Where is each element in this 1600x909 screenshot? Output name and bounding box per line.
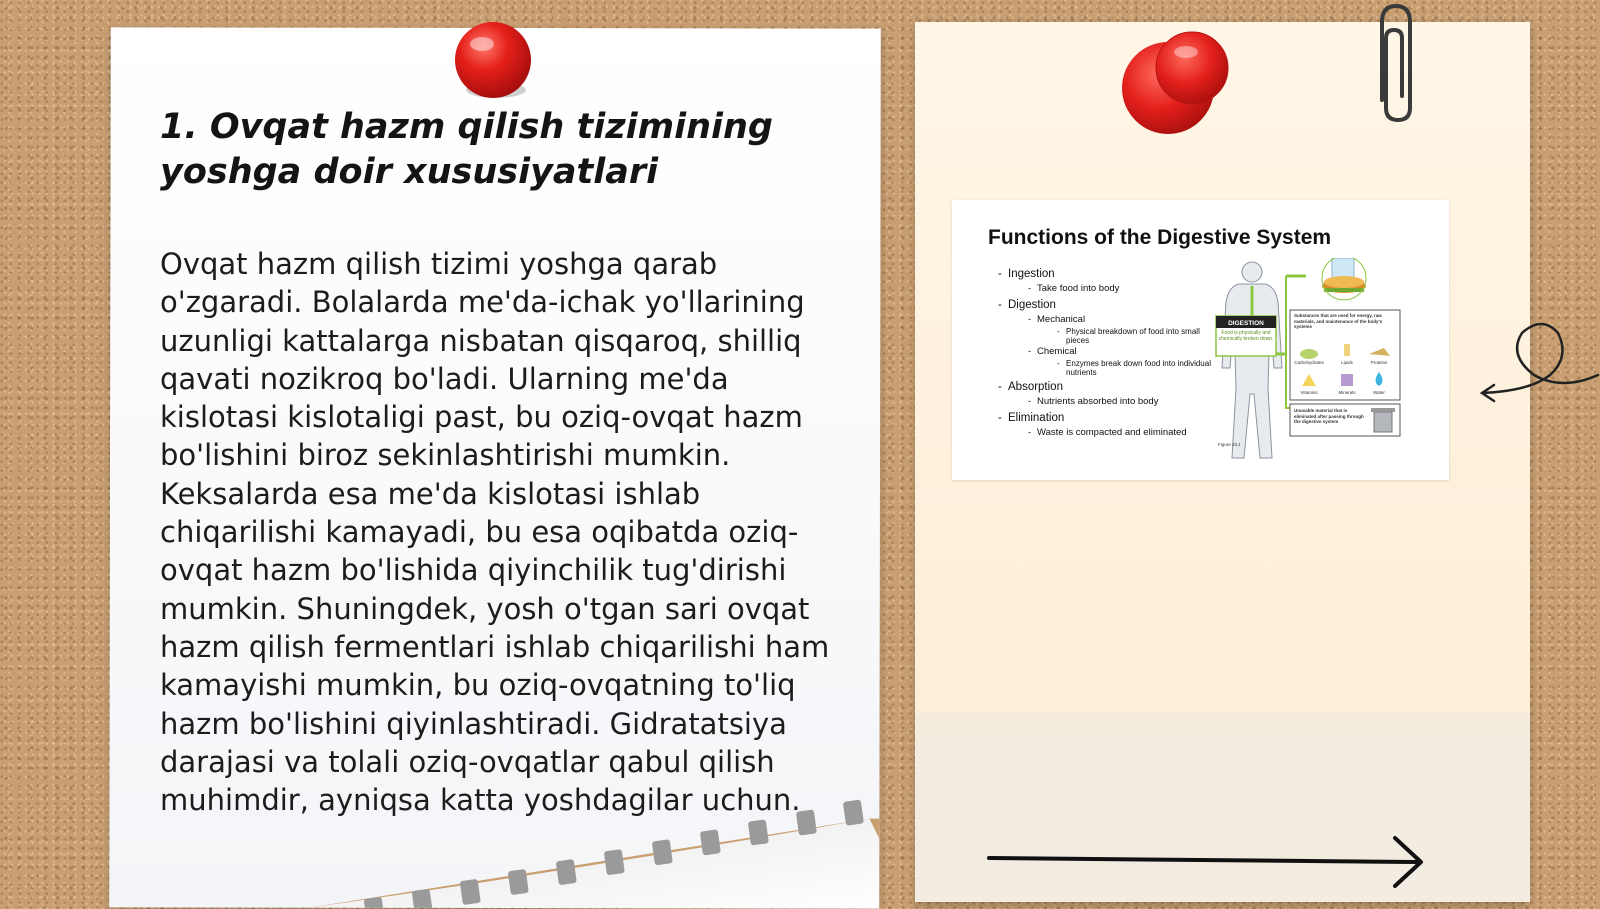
loop-arrow-doodle xyxy=(1480,315,1600,415)
label-carbohydrates: Carbohydrates xyxy=(1294,360,1324,365)
list-item-label: Mechanical xyxy=(1037,314,1086,325)
list-item xyxy=(1028,314,1218,345)
list-item: - Waste is compacted and eliminated xyxy=(1028,427,1218,439)
list-item xyxy=(1028,346,1218,377)
slide-title: Functions of the Digestive System xyxy=(988,226,1332,249)
list-item: - Take food into body xyxy=(1028,283,1218,295)
diagram-box-text: Food is physically and chemically broken down. xyxy=(1218,330,1274,342)
digestion-diagram xyxy=(1214,258,1414,473)
body-paragraph: Ovqat hazm qilish tizimi yoshga qarab o'zgaradi. Bolalarda me'da-ichak yo'llarining uzunligi kattalarga nisbatan qisqaroq, shilliq qavati nozikroq bo'ladi. Ularning me'da kislotasi kislotaligi past, bu oziq-ovqat hazm bo'lishini biroz sekinlashtirishi mumkin. Keksalarda esa me'da kislotasi ishlab chiqarilishi kamayadi, bu esa oqibatda oziq-ovqat hazm bo'lishida qiyinchilik tug'dirishi mumkin. Shuningdek, yosh o'tgan sari ovqat hazm qilish fermentlari ishlab chiqarilishi ham kamayishi mumkin, bu oziq-ovqatning to'liq hazm bo'lishini qiyinlashtiradi. Gidratatsiya darajasi va tolali oziq-ovqatlar qabul qilish muhimdir, ayniqsa katta yoshdagilar uchun. xyxy=(160,247,830,818)
list-item: - Enzymes break down food into individual nutrients xyxy=(1057,359,1216,377)
diagram-nutrients-text: Substances that are used for energy, raw materials, and maintenance of the body's systems xyxy=(1294,313,1383,329)
title-line-1: 1. Ovqat hazm qilish tizimining xyxy=(160,107,773,147)
title-line-2: yoshga doir xususiyatlari xyxy=(160,152,659,192)
list-item-label: Absorption xyxy=(1008,381,1063,393)
push-pin-icon xyxy=(452,20,536,104)
label-proteins: Proteins xyxy=(1370,360,1388,365)
list-item: - Physical breakdown of food into small pieces xyxy=(1057,327,1216,345)
label-water: Water xyxy=(1373,390,1385,395)
label-vitamins: Vitamins xyxy=(1300,390,1318,395)
slide-bullet-list xyxy=(998,264,1218,439)
list-item: - Nutrients absorbed into body xyxy=(1028,396,1218,408)
page-title xyxy=(160,105,810,195)
list-item xyxy=(998,297,1218,377)
list-item-label: Elimination xyxy=(1008,412,1065,424)
list-item xyxy=(998,410,1218,439)
list-item-label: Chemical xyxy=(1037,346,1077,357)
label-minerals: Minerals xyxy=(1338,390,1356,395)
paper-clip-icon xyxy=(1372,0,1418,126)
right-arrow-icon xyxy=(985,830,1445,890)
diagram-waste-text: Unusable material that is eliminated after passing through the digestive system xyxy=(1294,408,1364,424)
list-item xyxy=(998,379,1218,408)
list-item xyxy=(998,266,1218,295)
figure-caption: Figure 23.1 xyxy=(1218,442,1241,447)
list-item-label: Ingestion xyxy=(1008,268,1055,280)
food-icon xyxy=(1322,258,1366,300)
push-pin-icon xyxy=(1120,30,1240,140)
diagram-box-label: DIGESTION xyxy=(1228,320,1264,327)
list-item-label: Digestion xyxy=(1008,299,1056,311)
digestive-system-slide xyxy=(952,200,1449,480)
label-lipids: Lipids xyxy=(1341,360,1353,365)
trash-can-icon xyxy=(1371,408,1395,432)
